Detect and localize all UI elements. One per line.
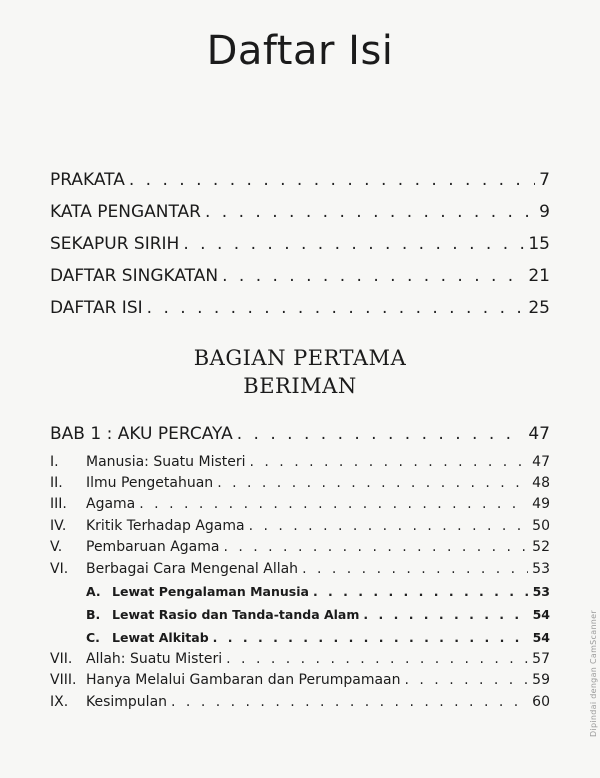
toc-page-number: 47 bbox=[532, 454, 550, 470]
subsection-letter: B. bbox=[86, 607, 101, 622]
toc-label: Allah: Suatu Misteri bbox=[86, 651, 223, 667]
toc-entry-daftar-isi bbox=[50, 298, 550, 318]
toc-label: SEKAPUR SIRIH bbox=[50, 234, 180, 254]
section-number: VII. bbox=[50, 651, 73, 667]
toc-label: KATA PENGANTAR bbox=[50, 202, 201, 222]
dot-leader bbox=[226, 651, 528, 667]
toc-entry-sekapur-sirih bbox=[50, 234, 550, 254]
toc-label: Pembaruan Agama bbox=[86, 539, 220, 555]
section-number: VIII. bbox=[50, 672, 77, 688]
toc-label: Berbagai Cara Mengenal Allah bbox=[86, 561, 299, 577]
toc-page-number: 7 bbox=[539, 170, 550, 190]
toc-page-number: 53 bbox=[532, 584, 550, 599]
scanner-watermark: Dipindai dengan CamScanner bbox=[589, 610, 598, 737]
dot-leader bbox=[147, 298, 525, 318]
subsection-letter: A. bbox=[86, 584, 101, 599]
toc-section-entry bbox=[50, 672, 550, 688]
toc-label: PRAKATA bbox=[50, 170, 125, 190]
subsection-letter: C. bbox=[86, 630, 100, 645]
toc-entry-kata-pengantar bbox=[50, 202, 550, 222]
dot-leader bbox=[405, 672, 529, 688]
toc-page-number: 54 bbox=[532, 607, 550, 622]
toc-label: Lewat Alkitab bbox=[112, 630, 209, 645]
toc-page-number: 9 bbox=[539, 202, 550, 222]
dot-leader bbox=[302, 561, 528, 577]
toc-page-number: 59 bbox=[532, 672, 550, 688]
section-number: VI. bbox=[50, 561, 69, 577]
toc-label: Manusia: Suatu Misteri bbox=[86, 454, 246, 470]
toc-section-entry bbox=[50, 496, 550, 512]
toc-section-entry bbox=[50, 539, 550, 555]
dot-leader bbox=[250, 454, 529, 470]
toc-page-number: 25 bbox=[528, 298, 550, 318]
toc-subsection-entry bbox=[86, 630, 550, 645]
toc-page-number: 57 bbox=[532, 651, 550, 667]
toc-entry-daftar-singkatan bbox=[50, 266, 550, 286]
toc-section-entry bbox=[50, 475, 550, 491]
toc-label: Lewat Pengalaman Manusia bbox=[112, 584, 309, 599]
section-number: I. bbox=[50, 454, 59, 470]
dot-leader bbox=[222, 266, 524, 286]
page-title: Daftar Isi bbox=[206, 28, 394, 74]
toc-label: Lewat Rasio dan Tanda-tanda Alam bbox=[112, 607, 360, 622]
toc-subsection-entry bbox=[86, 607, 550, 622]
dot-leader bbox=[223, 539, 528, 555]
toc-subsection-entry bbox=[86, 584, 550, 599]
toc-page-number: 60 bbox=[532, 694, 550, 710]
dot-leader bbox=[213, 630, 529, 645]
dot-leader bbox=[249, 518, 529, 534]
section-number: V. bbox=[50, 539, 63, 555]
section-number: II. bbox=[50, 475, 63, 491]
section-number: III. bbox=[50, 496, 67, 512]
part-heading-line2: BERIMAN bbox=[243, 374, 357, 398]
toc-page-number: 54 bbox=[532, 630, 550, 645]
toc-label: Kesimpulan bbox=[86, 694, 168, 710]
dot-leader bbox=[129, 170, 535, 190]
toc-page-number: 47 bbox=[528, 424, 550, 444]
toc-label: Agama bbox=[86, 496, 136, 512]
toc-label: Hanya Melalui Gambaran dan Perumpamaan bbox=[86, 672, 401, 688]
toc-page-number: 52 bbox=[532, 539, 550, 555]
toc-page-number: 53 bbox=[532, 561, 550, 577]
dot-leader bbox=[171, 694, 528, 710]
toc-section-entry bbox=[50, 454, 550, 470]
section-number: IV. bbox=[50, 518, 67, 534]
toc-page-number: 21 bbox=[528, 266, 550, 286]
toc-label: BAB 1 : AKU PERCAYA bbox=[50, 424, 233, 444]
dot-leader bbox=[217, 475, 528, 491]
toc-section-entry bbox=[50, 694, 550, 710]
toc-section-entry bbox=[50, 651, 550, 667]
toc-chapter-entry bbox=[50, 424, 550, 444]
dot-leader bbox=[205, 202, 535, 222]
toc-label: DAFTAR SINGKATAN bbox=[50, 266, 219, 286]
toc-page-number: 50 bbox=[532, 518, 550, 534]
dot-leader bbox=[313, 584, 529, 599]
toc-page-number: 15 bbox=[528, 234, 550, 254]
toc-section-entry bbox=[50, 518, 550, 534]
toc-section-entry bbox=[50, 561, 550, 577]
dot-leader bbox=[183, 234, 524, 254]
toc-label: DAFTAR ISI bbox=[50, 298, 143, 318]
dot-leader bbox=[363, 607, 528, 622]
toc-page-number: 48 bbox=[532, 475, 550, 491]
toc-page-number: 49 bbox=[532, 496, 550, 512]
toc-entry-prakata bbox=[50, 170, 550, 190]
dot-leader bbox=[139, 496, 528, 512]
section-number: IX. bbox=[50, 694, 69, 710]
toc-label: Kritik Terhadap Agama bbox=[86, 518, 245, 534]
toc-label: Ilmu Pengetahuan bbox=[86, 475, 214, 491]
part-heading-line1: BAGIAN PERTAMA bbox=[193, 346, 407, 370]
dot-leader bbox=[237, 424, 525, 444]
